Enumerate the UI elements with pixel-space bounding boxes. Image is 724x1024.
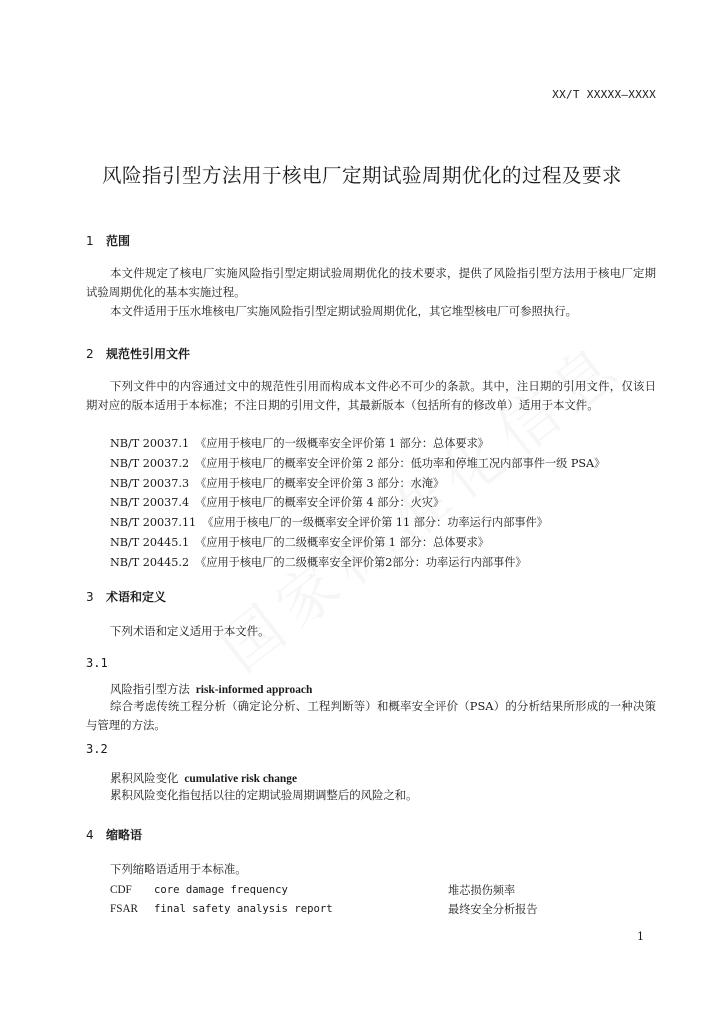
reference-item [110,434,605,454]
reference-code: NB/T 20037.4 [110,496,190,510]
section-number: 2 [86,347,94,361]
term-3-1-number: 3.1 [86,656,108,670]
abbreviation-full: core damage frequency [154,884,288,896]
reference-code: NB/T 20037.1 [110,437,190,450]
section-number: 4 [86,828,94,842]
reference-code: NB/T 20445.2 [110,555,190,569]
section-number: 1 [86,234,94,248]
term-zh: 风险指引型方法 [110,682,190,696]
abbreviation: FSAR [110,903,138,915]
section-title: 范围 [106,234,131,248]
reference-item [110,513,605,533]
reference-title: 《应用于核电厂的一级概率安全评价第 11 部分：功率运行内部事件》 [202,516,548,530]
section-number: 3 [86,590,94,604]
reference-code: NB/T 20037.3 [110,476,190,490]
reference-title: 《应用于核电厂的二级概率安全评价第 1 部分：总体要求》 [195,535,489,549]
term-3-2-heading [110,770,297,786]
term-3-2-definition: 累积风险变化指包括以往的定期试验周期调整后的风险之和。 [110,788,418,802]
reference-code: NB/T 20445.1 [110,535,190,549]
abbreviation-full: final safety analysis report [154,903,333,915]
reference-item [110,553,605,573]
reference-title: 《应用于核电厂的一级概率安全评价第 1 部分：总体要求》 [195,437,489,450]
reference-item [110,533,605,553]
reference-item [110,454,605,474]
term-3-1-definition: 综合考虑传统工程分析（确定论分析、工程判断等）和概率安全评价（PSA）的分析结果所形成的一种决策与管理的方法。 [86,699,656,732]
reference-title: 《应用于核电厂的概率安全评价第 4 部分：火灾》 [195,496,445,510]
term-3-1-heading [110,681,312,697]
section-3-heading [86,588,166,605]
section-1-paragraph-2: 本文件适用于压水堆核电厂实施风险指引型定期试验周期优化，其它堆型核电厂可参照执行。 [110,304,578,318]
reference-item [110,474,605,494]
term-en: cumulative risk change [184,773,297,785]
abbreviation-zh: 最终安全分析报告 [448,903,538,916]
abbreviation: CDF [110,884,132,896]
term-3-2-number: 3.2 [86,742,108,756]
section-2-intro: 下列文件中的内容通过文中的规范性引用而构成本文件必不可少的条款。其中，注日期的引用文件，仅该日期对应的版本适用于本标准；不注日期的引用文件，其最新版本（包括所有的修改单）适用于本文件。 [86,379,656,412]
reference-title: 《应用于核电厂的概率安全评价第 2 部分：低功率和停堆工况内部事件一级 PSA》 [195,456,606,470]
document-code: XX/T XXXXX—XXXX [552,88,656,101]
section-title: 规范性引用文件 [106,347,191,361]
section-title: 缩略语 [106,828,143,842]
document-title: 风险指引型方法用于核电厂定期试验周期优化的过程及要求 [101,164,622,187]
reference-code: NB/T 20037.11 [110,516,197,530]
section-1-paragraph-1: 本文件规定了核电厂实施风险指引型定期试验周期优化的技术要求，提供了风险指引型方法用于核电厂定期试验周期优化的基本实施过程。 [86,266,656,299]
section-2-heading [86,345,190,362]
section-4-heading [86,826,142,843]
reference-list [110,434,605,573]
term-en: risk-informed approach [195,684,313,696]
abbreviation-zh: 堆芯损伤频率 [448,884,516,897]
section-3-intro: 下列术语和定义适用于本文件。 [110,624,270,638]
reference-item [110,493,605,513]
term-zh: 累积风险变化 [110,771,179,785]
reference-code: NB/T 20037.2 [110,456,190,470]
section-title: 术语和定义 [106,590,167,604]
section-4-intro: 下列缩略语适用于本标准。 [110,862,247,876]
reference-title: 《应用于核电厂的二级概率安全评价第2部分：功率运行内部事件》 [195,555,527,569]
reference-title: 《应用于核电厂的概率安全评价第 3 部分：水淹》 [195,476,445,490]
section-1-heading [86,232,130,249]
page-number: 1 [637,930,644,943]
